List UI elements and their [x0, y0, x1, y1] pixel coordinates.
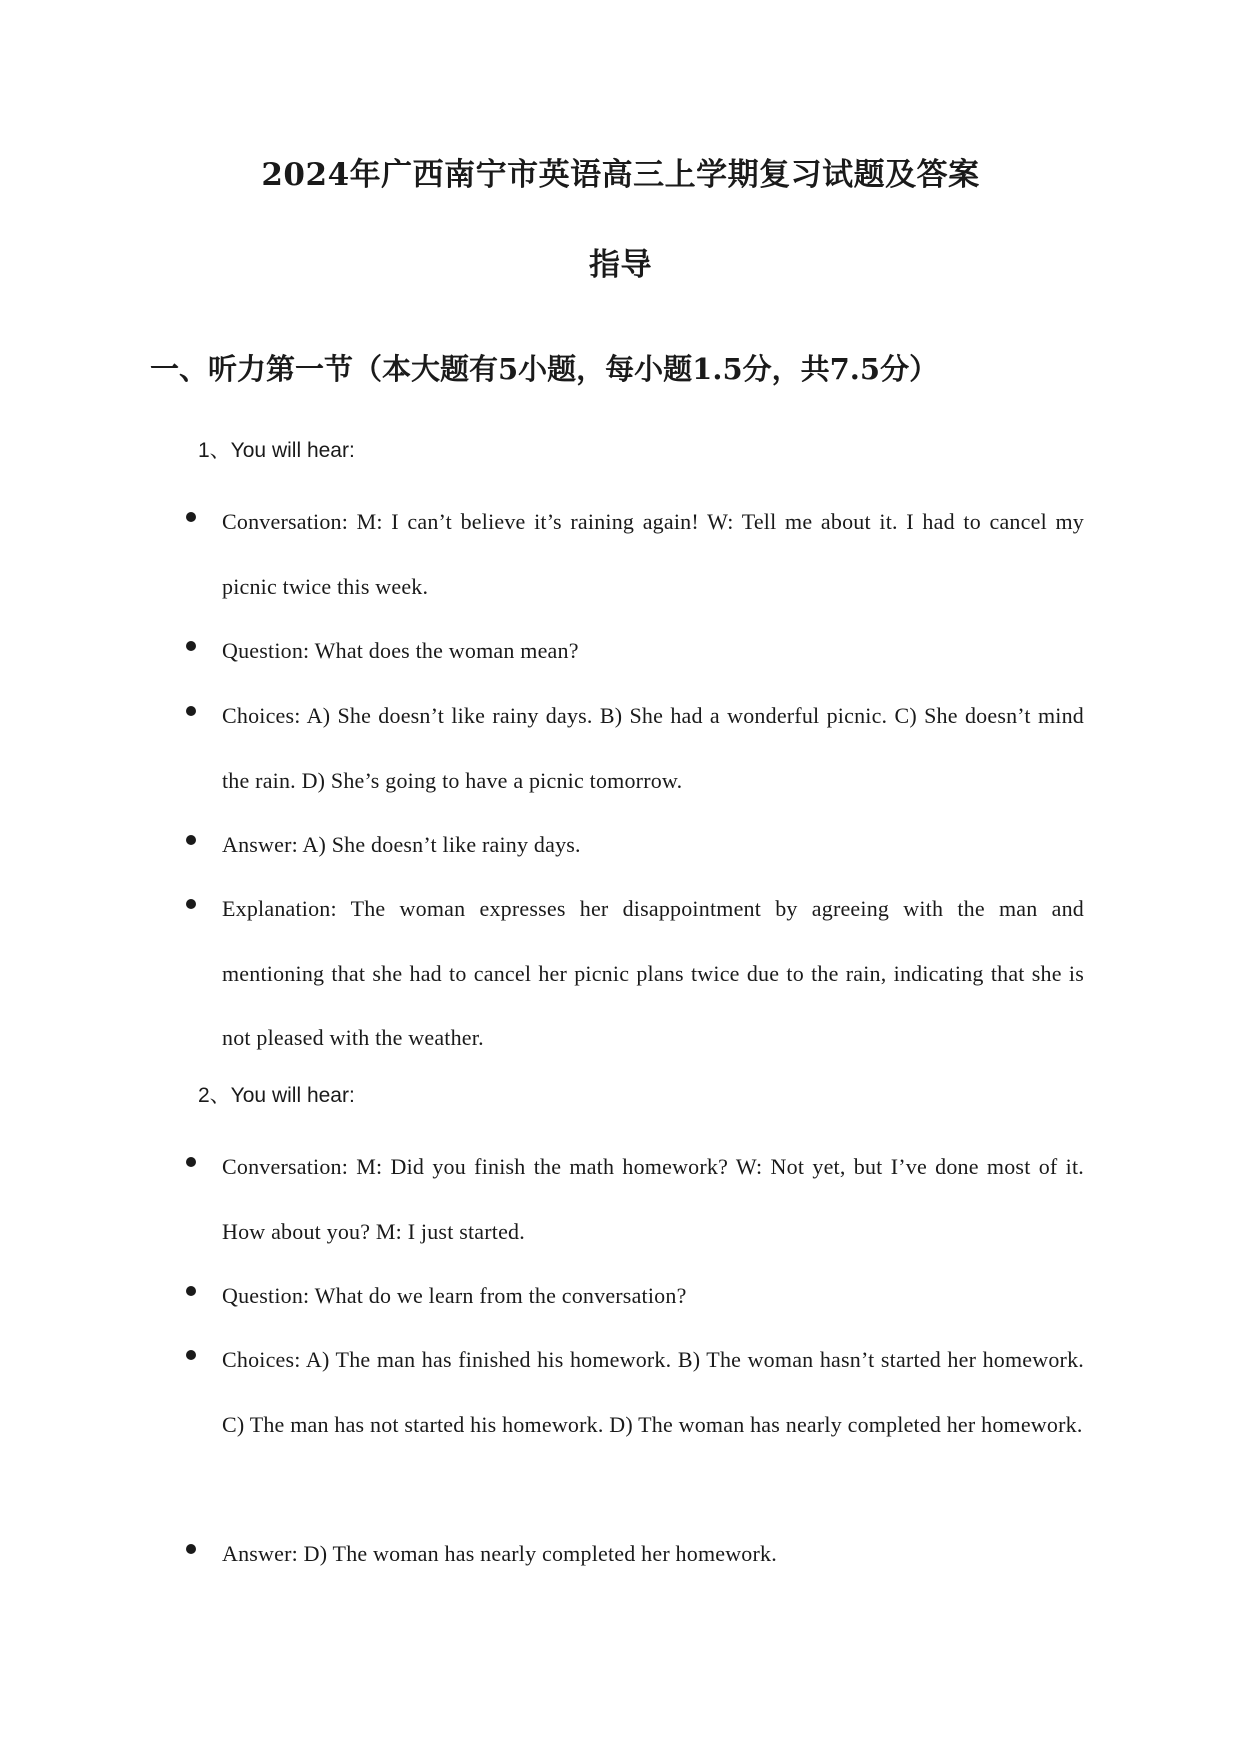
bullet-icon — [186, 1286, 196, 1296]
q2-question: Question: What do we learn from the conversation? — [222, 1283, 687, 1308]
document-title-continued: 指导 — [589, 247, 652, 283]
bullet-icon — [186, 1157, 196, 1167]
q1-answer: Answer: A) She doesn’t like rainy days. — [222, 832, 581, 857]
q1-question: Question: What does the woman mean? — [222, 638, 579, 663]
q2-answer: Answer: D) The woman has nearly completed her homework. — [222, 1541, 777, 1566]
q1-conversation: Conversation: M: I can’t believe it’s raining again! W: Tell me about it. I had to cancel my picnic twice this week. — [222, 509, 1084, 599]
q2-choices: Choices: A) The man has finished his homework. B) The woman hasn’t started her homework. C) The man has not started his homework. D) The woman has nearly completed her homework. — [222, 1347, 1084, 1437]
section-heading: 一、听力第一节（本大题有5小题，每小题1.5分，共7.5分） — [150, 352, 939, 386]
bullet-icon — [186, 835, 196, 845]
bullet-icon — [186, 706, 196, 716]
document-title: 2024年广西南宁市英语高三上学期复习试题及答案 — [261, 157, 980, 193]
question-2-label: 2、You will hear: — [198, 1084, 355, 1107]
bullet-icon — [186, 1544, 196, 1554]
q1-explanation: Explanation: The woman expresses her disappointment by agreeing with the man and mentioning that she had to cancel her picnic plans twice due to the rain, indicating that she is not pleased with the weather. — [222, 896, 1084, 1050]
bullet-icon — [186, 899, 196, 909]
bullet-icon — [186, 641, 196, 651]
q1-choices: Choices: A) She doesn’t like rainy days. B) She had a wonderful picnic. C) She doesn’t mind the rain. D) She’s going to have a picnic tomorrow. — [222, 703, 1084, 793]
bullet-icon — [186, 512, 196, 522]
question-1-label: 1、You will hear: — [198, 439, 355, 462]
bullet-icon — [186, 1350, 196, 1360]
q2-conversation: Conversation: M: Did you finish the math homework? W: Not yet, but I’ve done most of it. How about you? M: I just started. — [222, 1154, 1084, 1244]
